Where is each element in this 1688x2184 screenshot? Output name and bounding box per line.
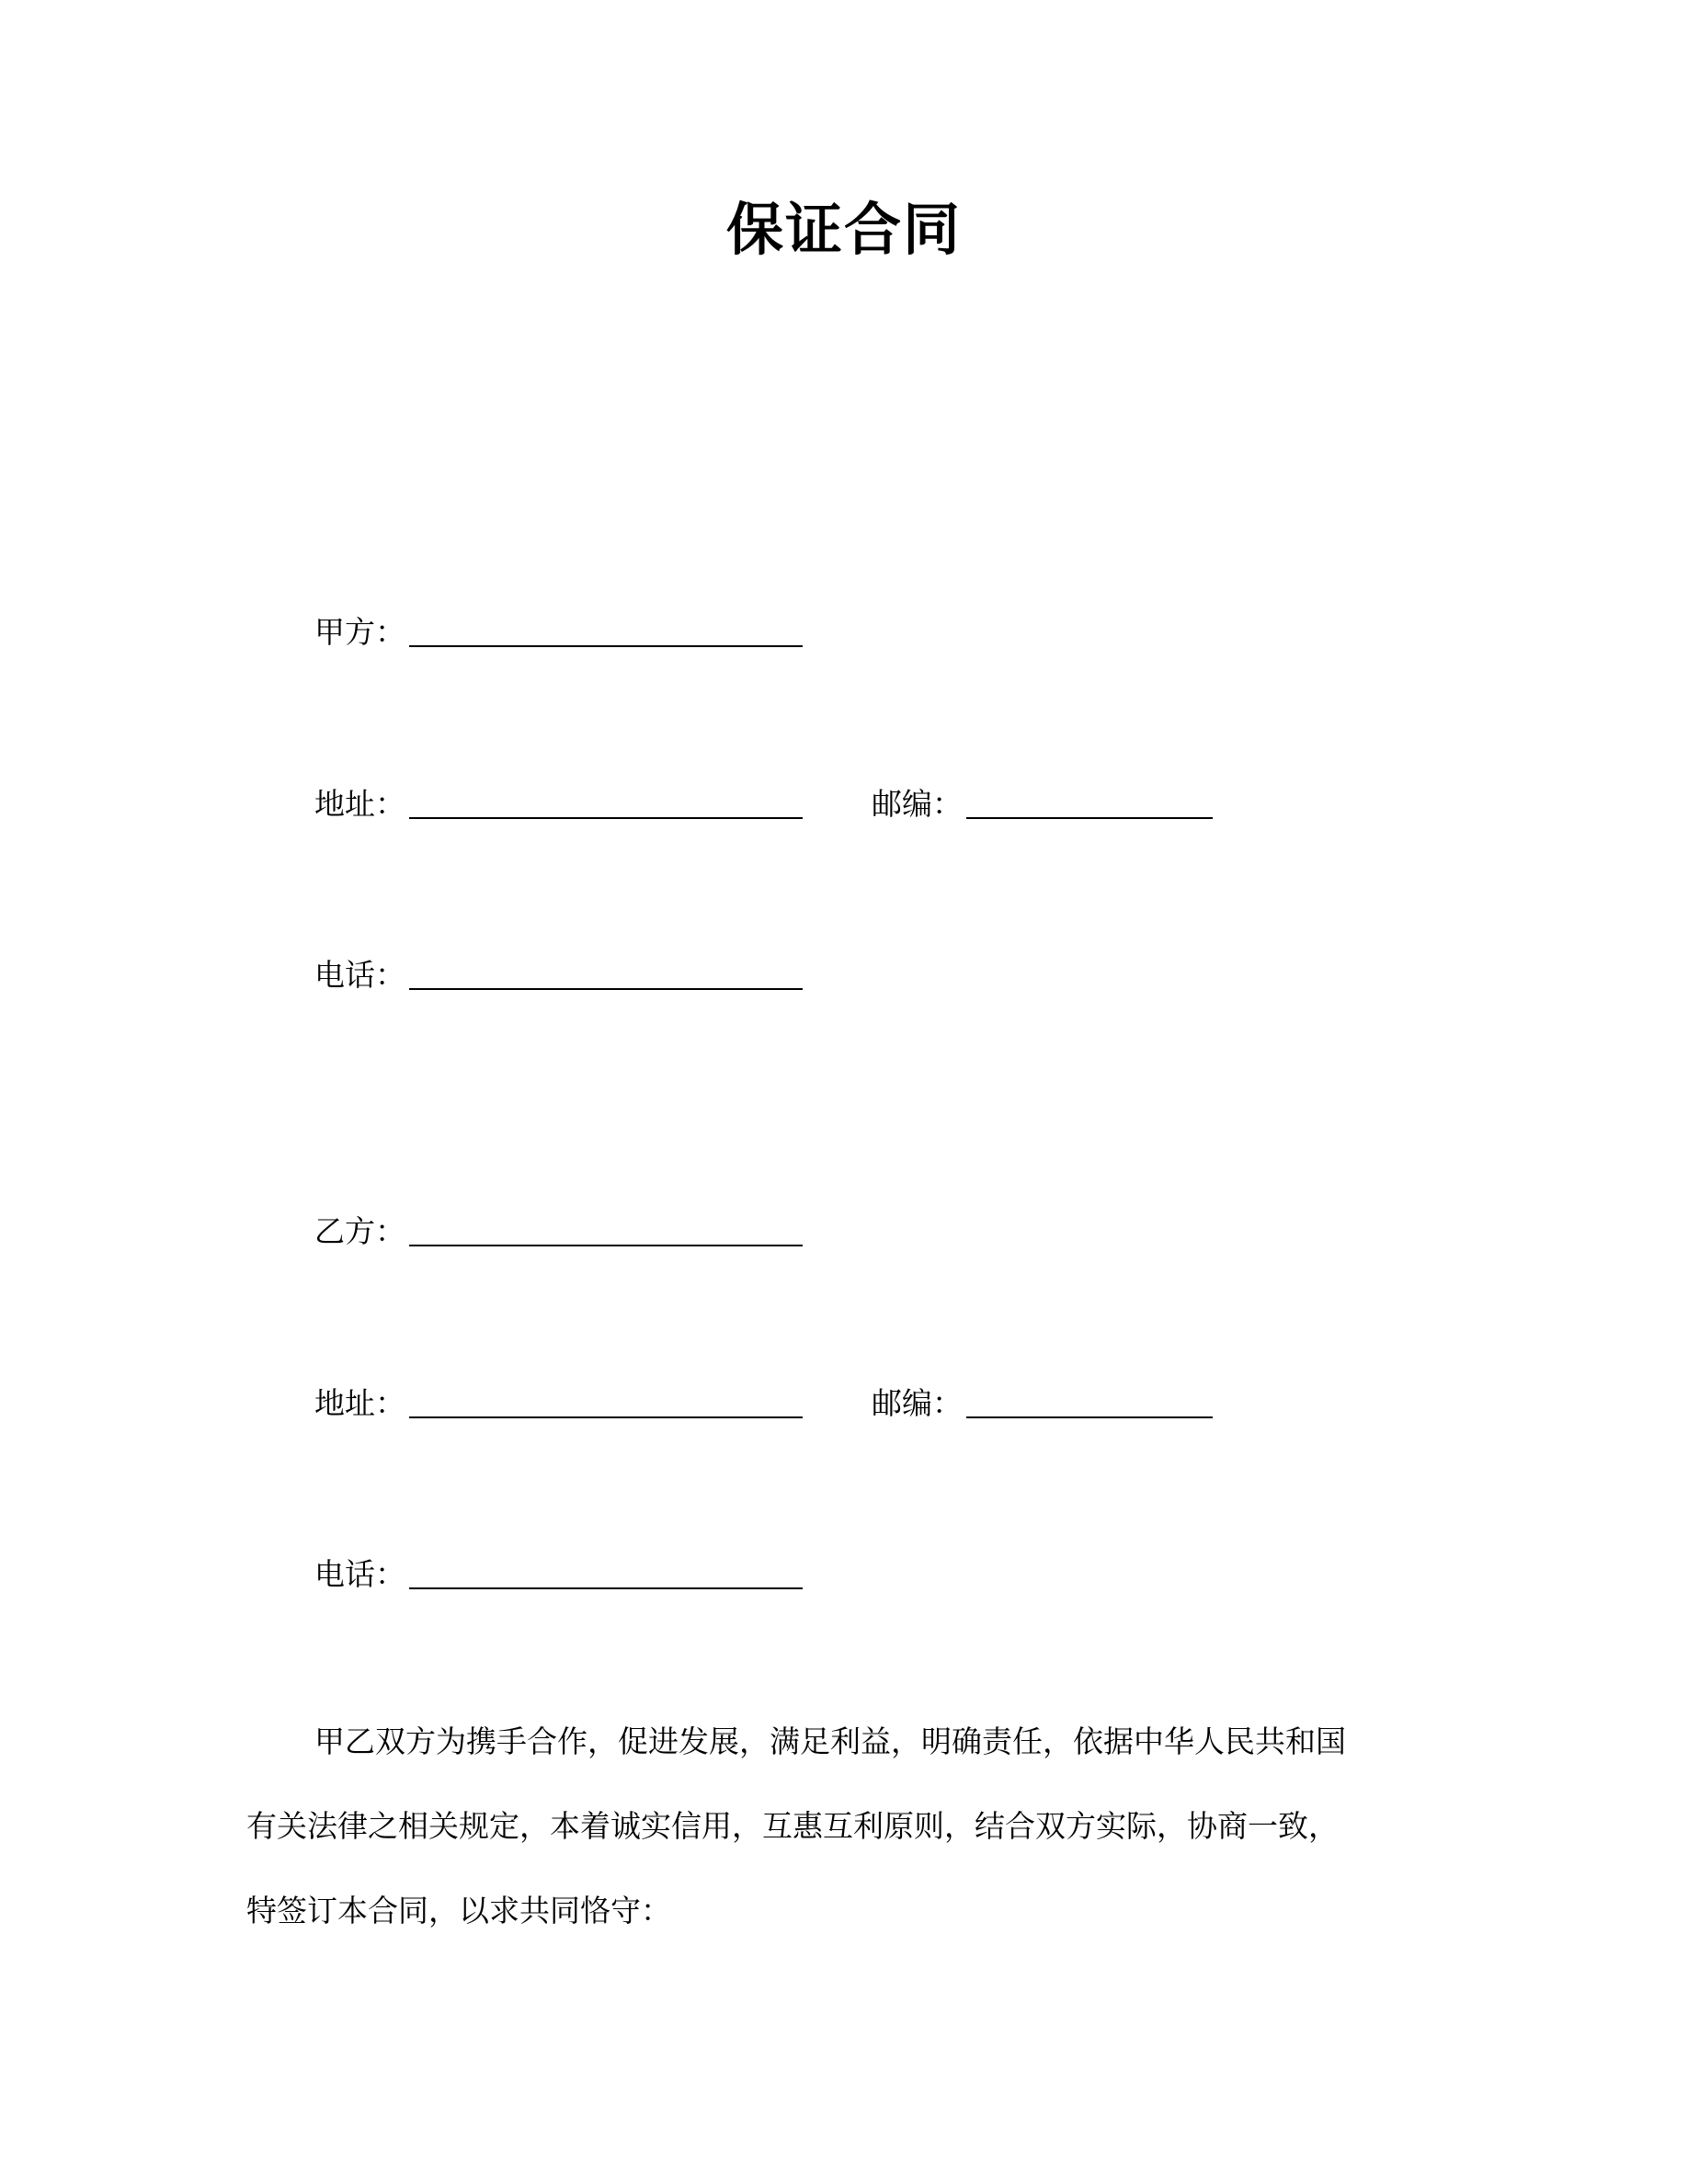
party-b-postcode-blank[interactable]	[966, 1382, 1213, 1418]
party-a-postcode-label: 邮编：	[872, 786, 963, 822]
preamble-line: 有关法律之相关规定，本着诚实信用，互惠互利原则，结合双方实际，协商一致，	[246, 1808, 1339, 1844]
party-a-phone-label: 电话：	[314, 957, 405, 993]
preamble-line: 特签订本合同，以求共同恪守：	[246, 1893, 671, 1928]
party-a-postcode-field	[872, 769, 1213, 825]
party-a-postcode-blank[interactable]	[966, 782, 1213, 819]
party-b-postcode-label: 邮编：	[872, 1385, 963, 1421]
party-a-phone-field	[314, 940, 803, 995]
party-b-name-blank[interactable]	[409, 1210, 803, 1246]
party-b-phone-field	[314, 1540, 803, 1595]
party-a-name-field	[314, 597, 803, 653]
party-b-name-label: 乙方：	[314, 1213, 405, 1249]
party-b-phone-blank[interactable]	[409, 1553, 803, 1589]
party-b-address-label: 地址：	[314, 1385, 405, 1421]
party-b-postcode-field	[872, 1369, 1213, 1424]
party-a-name-blank[interactable]	[409, 610, 803, 647]
party-a-phone-blank[interactable]	[409, 953, 803, 990]
party-a-address-blank[interactable]	[409, 782, 803, 819]
document-title: 保证合同	[725, 196, 962, 263]
party-a-address-field	[314, 769, 803, 825]
preamble-line: 甲乙双方为携手合作，促进发展，满足利益，明确责任，依据中华人民共和国	[314, 1723, 1346, 1759]
preamble-paragraph	[246, 1700, 1442, 1953]
party-b-address-blank[interactable]	[409, 1382, 803, 1418]
party-b-phone-label: 电话：	[314, 1556, 405, 1592]
party-a-name-label: 甲方：	[314, 614, 405, 650]
party-b-address-field	[314, 1369, 803, 1424]
party-a-address-label: 地址：	[314, 786, 405, 822]
party-b-name-field	[314, 1197, 803, 1252]
